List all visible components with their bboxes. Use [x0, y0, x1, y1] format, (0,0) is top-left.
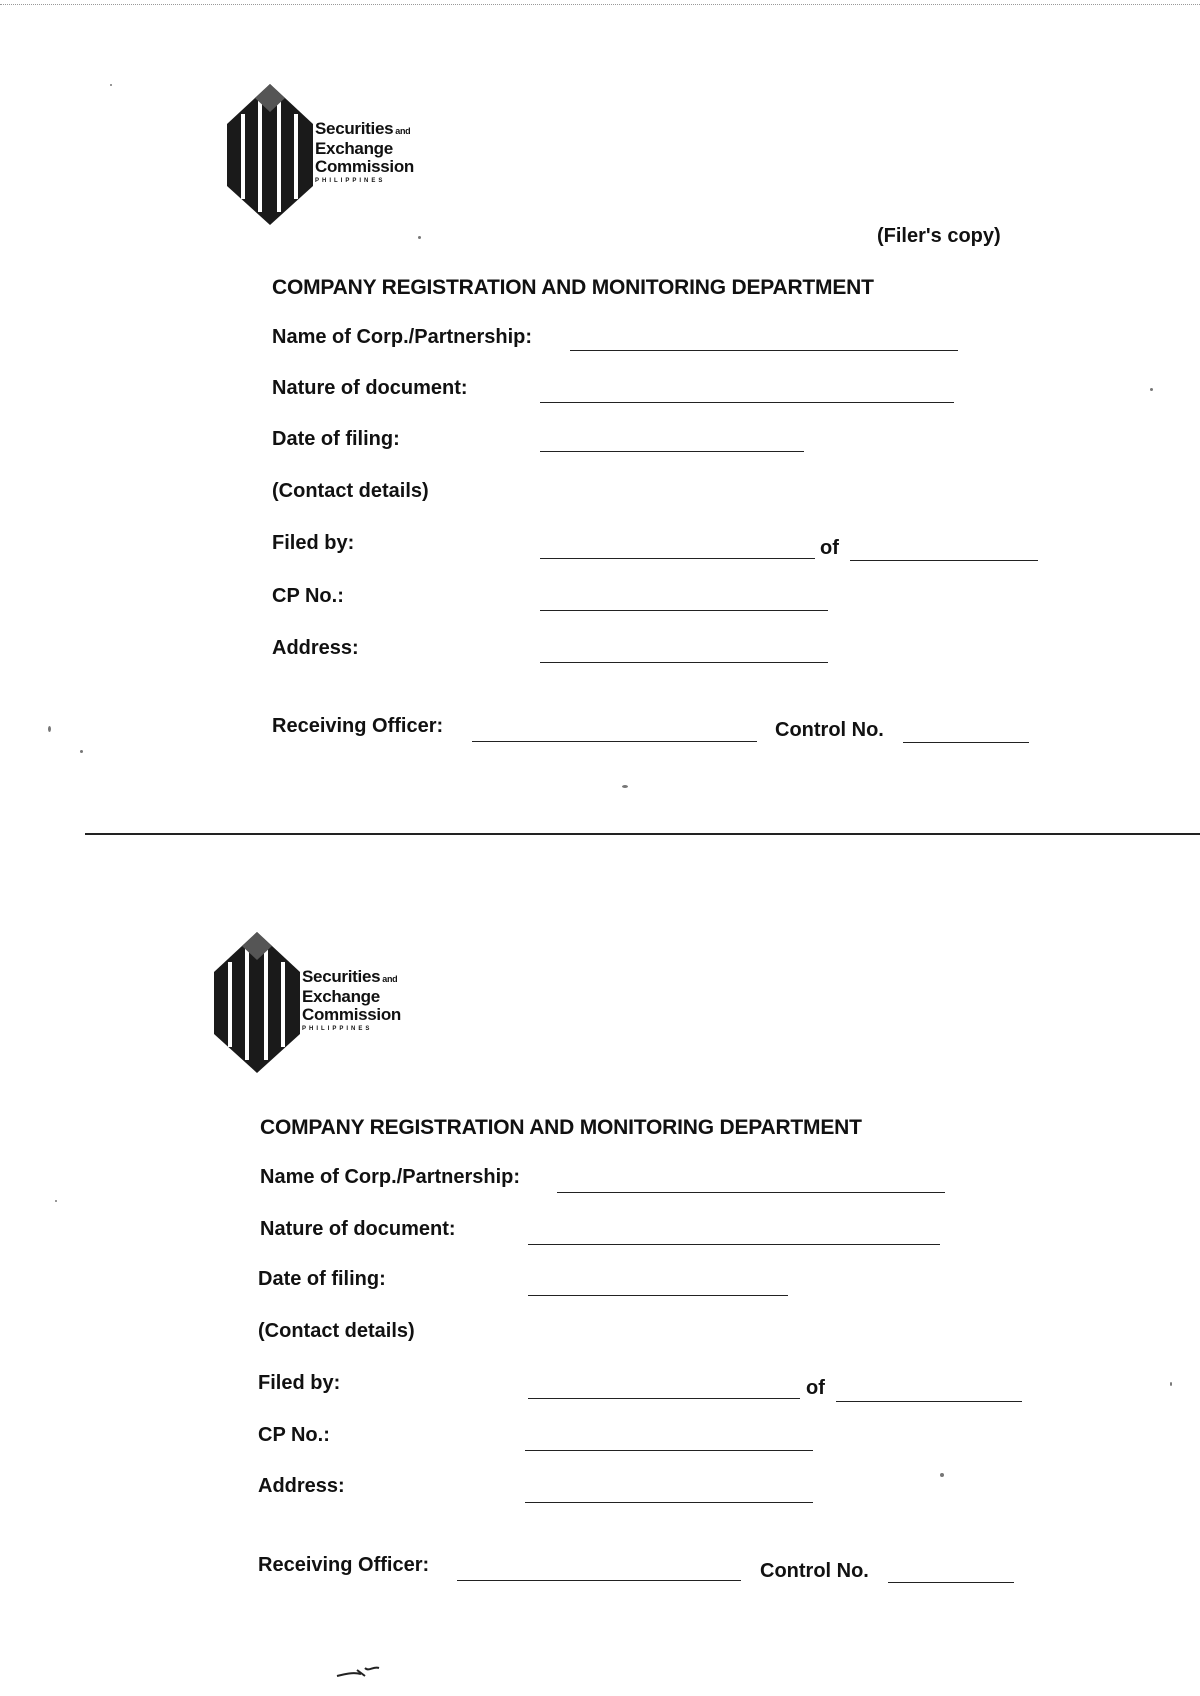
scan-speck [1150, 388, 1153, 391]
receiving-officer-label: Receiving Officer: [272, 715, 444, 737]
filers-copy-label: (Filer's copy) [877, 225, 1001, 247]
scan-top-edge [0, 4, 1200, 5]
sec-logo-wordmark: Securities and Exchange Commission PHILIPPINES [315, 119, 415, 184]
control-no-label: Control No. [760, 1560, 869, 1582]
cp-no-label: CP No.: [258, 1424, 330, 1446]
scan-speck [418, 236, 421, 239]
nature-of-document-label: Nature of document: [272, 377, 468, 399]
date-of-filing-field[interactable] [528, 1295, 788, 1296]
sec-logo [225, 82, 455, 232]
filed-by-label: Filed by: [272, 532, 355, 554]
handwritten-mark-icon [335, 1662, 385, 1684]
control-no-field[interactable] [903, 742, 1029, 743]
contact-details-label: (Contact details) [272, 480, 429, 502]
date-of-filing-label: Date of filing: [272, 428, 400, 450]
department-title: COMPANY REGISTRATION AND MONITORING DEPARTMENT [260, 1116, 862, 1139]
receiving-officer-field[interactable] [457, 1580, 741, 1581]
scan-speck [80, 750, 83, 753]
date-of-filing-field[interactable] [540, 451, 804, 452]
filed-by-of-field[interactable] [850, 560, 1038, 561]
scan-speck [622, 785, 628, 788]
name-of-corp-field[interactable] [570, 350, 958, 351]
address-label: Address: [272, 637, 359, 659]
contact-details-label: (Contact details) [258, 1320, 415, 1342]
address-field[interactable] [540, 662, 828, 663]
scan-speck [940, 1473, 944, 1477]
scan-speck [1170, 1382, 1172, 1386]
cut-line-divider [85, 833, 1200, 835]
sec-logo [212, 930, 442, 1080]
scan-speck [110, 84, 112, 86]
scan-speck [48, 726, 51, 732]
nature-of-document-label: Nature of document: [260, 1218, 456, 1240]
filed-by-label: Filed by: [258, 1372, 341, 1394]
control-no-label: Control No. [775, 719, 884, 741]
of-label: of [806, 1377, 825, 1399]
of-label: of [820, 537, 839, 559]
name-of-corp-label: Name of Corp./Partnership: [272, 326, 533, 348]
sec-logo-wordmark: Securities and Exchange Commission PHILIPPINES [302, 967, 402, 1032]
receiving-officer-field[interactable] [472, 741, 757, 742]
cp-no-field[interactable] [540, 610, 828, 611]
name-of-corp-label: Name of Corp./Partnership: [260, 1166, 521, 1188]
nature-of-document-field[interactable] [540, 402, 954, 403]
receiving-officer-label: Receiving Officer: [258, 1554, 430, 1576]
filed-by-field[interactable] [528, 1398, 800, 1399]
address-field[interactable] [525, 1502, 813, 1503]
nature-of-document-field[interactable] [528, 1244, 940, 1245]
department-title: COMPANY REGISTRATION AND MONITORING DEPARTMENT [272, 276, 874, 299]
control-no-field[interactable] [888, 1582, 1014, 1583]
filed-by-field[interactable] [540, 558, 815, 559]
cp-no-field[interactable] [525, 1450, 813, 1451]
address-label: Address: [258, 1475, 345, 1497]
sec-logo-emblem-icon [225, 82, 315, 227]
filed-by-of-field[interactable] [836, 1401, 1022, 1402]
sec-logo-emblem-icon [212, 930, 302, 1075]
scan-speck [55, 1200, 57, 1202]
name-of-corp-field[interactable] [557, 1192, 945, 1193]
cp-no-label: CP No.: [272, 585, 344, 607]
date-of-filing-label: Date of filing: [258, 1268, 386, 1290]
